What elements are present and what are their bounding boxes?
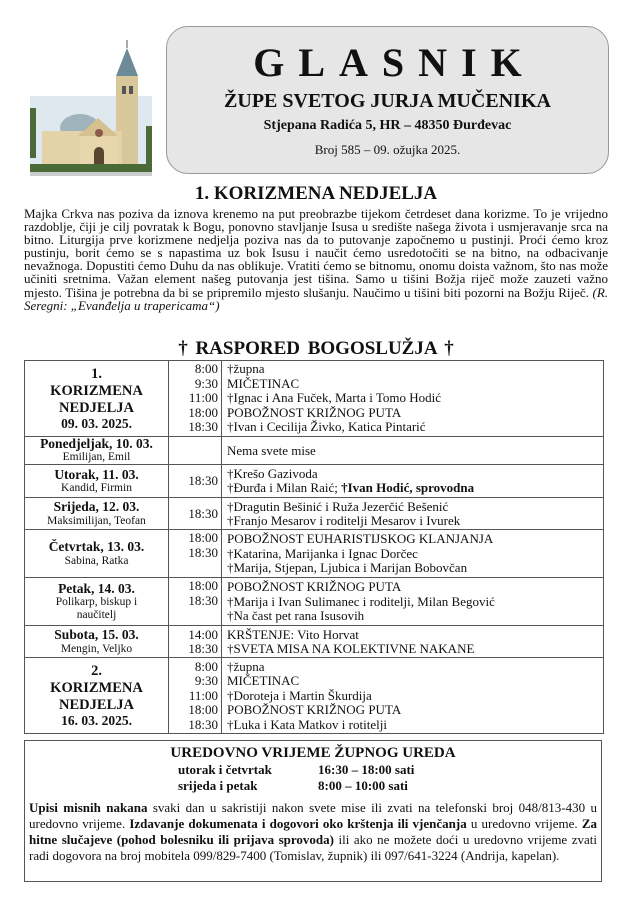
mass-intention <box>227 377 603 391</box>
mass-time <box>169 444 218 458</box>
mass-time: 18:00 <box>188 702 218 718</box>
day-saints: Sabina, Ratka <box>64 554 129 567</box>
office-hours-heading: UREDOVNO VRIJEME ŽUPNOG UREDA <box>170 745 456 761</box>
mass-intention <box>227 391 603 405</box>
intro-heading: 1. KORIZMENA NEDJELJA <box>194 183 438 204</box>
day-name: Srijeda, 12. 03. <box>53 499 140 515</box>
intention-text: †Ivan i Cecilija Živko, Katica Pintarić <box>227 419 426 435</box>
mass-time: 18:30 <box>188 544 218 560</box>
office-time: 16:30 – 18:00 sati <box>318 762 415 777</box>
schedule-row <box>25 578 604 626</box>
day-name: Ponedjeljak, 10. 03. <box>40 436 153 451</box>
office-hours-row <box>25 778 601 794</box>
intention-text: †Doroteja i Martin Škurdija <box>227 687 372 703</box>
mass-intention <box>227 532 603 546</box>
church-photo <box>30 36 152 176</box>
intention-cell <box>222 437 604 465</box>
masthead-title: GLASNIK <box>253 40 536 85</box>
day-saints: Kandid, Firmin <box>61 482 132 495</box>
time-cell <box>169 658 222 734</box>
intention-text: POBOŽNOST KRIŽNOG PUTA <box>227 702 402 718</box>
office-days: srijeda i petak <box>178 778 258 793</box>
mass-time: 18:00 <box>188 530 218 546</box>
intention-cell <box>222 578 604 626</box>
office-time: 8:00 – 10:00 sati <box>318 778 408 793</box>
mass-time: 14:00 <box>188 626 218 642</box>
mass-time: 9:30 <box>194 375 218 391</box>
day-saints: Mengin, Veljko <box>60 642 133 655</box>
intention-cell <box>222 626 604 658</box>
intention-bold: †Ivan Hodić, sprovodna <box>341 480 475 496</box>
mass-intention <box>227 514 603 528</box>
intention-cell <box>222 530 604 578</box>
intention-text: †Katarina, Marijanka i Ignac Dorčec <box>227 545 418 561</box>
mass-time: 8:00 <box>194 658 218 674</box>
day-name: 1. KORIZMENA NEDJELJA <box>50 365 143 416</box>
mass-time: 18:30 <box>188 640 218 656</box>
day-cell <box>25 530 169 578</box>
mass-time: 8:00 <box>194 361 218 377</box>
info-text: ili ako ne možete doći u uredovno vrijeme zvati radi dogovora na broj mobitela 099/829-7400 (Tomislav, župnik) ili 097/641-3224 (Andrija, kapelan). <box>29 832 597 863</box>
intention-cell <box>222 465 604 498</box>
mass-intention <box>227 481 603 495</box>
day-name: Utorak, 11. 03. <box>54 466 139 482</box>
intention-text: MIČETINAC <box>227 673 300 689</box>
mass-intention <box>227 628 603 642</box>
mass-intention <box>227 718 603 732</box>
day-name: 2. KORIZMENA NEDJELJA <box>50 663 143 714</box>
mass-intention <box>227 642 603 656</box>
intention-text: †Marija i Ivan Sulimanec i roditelji, Milan Begović <box>227 593 495 609</box>
mass-time: 18:30 <box>188 505 218 521</box>
day-date: 09. 03. 2025. <box>61 415 132 431</box>
mass-time: 18:30 <box>188 419 218 435</box>
mass-intention <box>227 703 603 717</box>
time-cell <box>169 498 222 530</box>
intention-text: †Marija, Stjepan, Ljubica i Marijan Bobovčan <box>227 560 468 576</box>
day-cell <box>25 437 169 465</box>
mass-time: 9:30 <box>194 673 218 689</box>
day-cell <box>25 626 169 658</box>
day-cell <box>25 578 169 626</box>
day-name: Subota, 15. 03. <box>54 627 139 643</box>
mass-intention <box>227 362 603 376</box>
mass-intention <box>227 660 603 674</box>
day-name: Petak, 14. 03. <box>58 580 135 596</box>
intention-cell <box>222 498 604 530</box>
intro-text: Majka Crkva nas poziva da iznova krenemo na put preobrazbe tijekom četrdeset dana korizme. To je vrijedno razdoblje, čiji je cilj povratak k Bogu, ponovno stavljanje Isusa u središte našega života i usmjeravanje srca na bitno. Liturgija prve korizmene nedjelja poziva nas da to putovanje započnemo u pustinji. Proći ćemo kroz pustinju, borit ćemo se s napastima uz bok Isusu i naučit ćemo usredotočiti se na bitno, na odbacivanje nevažnoga. Dopustiti ćemo Duhu da nas oblikuje. Vratiti ćemo se bitnomu, onomu doista važnom, što nas može učiniti sretnima. Važan element našeg putovanja jest tišina. Samo u tišini Božja riječ može zauzeti važno mjesto. Tišina je potrebna da bi se pripremilo mjesto slušanju. Naučimo u tišini biti pozorni na Božju Riječ. <box>24 206 608 300</box>
mass-intention <box>227 444 603 458</box>
mass-time: 18:30 <box>188 716 218 732</box>
schedule-row <box>25 498 604 530</box>
schedule-row <box>25 658 604 734</box>
day-cell <box>25 465 169 498</box>
time-cell <box>169 578 222 626</box>
mass-time <box>169 560 218 574</box>
day-cell <box>25 498 169 530</box>
day-cell <box>25 658 169 734</box>
intention-cell <box>222 361 604 437</box>
day-saints: Polikarp, biskup i naučitelj <box>55 596 138 622</box>
schedule-row <box>25 626 604 658</box>
schedule-row <box>25 530 604 578</box>
intention-cell <box>222 658 604 734</box>
mass-intention <box>227 674 603 688</box>
schedule-row <box>25 361 604 437</box>
day-cell <box>25 361 169 437</box>
mass-intention <box>227 609 603 623</box>
mass-intention <box>227 689 603 703</box>
intention-text: POBOŽNOST KRIŽNOG PUTA <box>227 404 402 420</box>
info-text: u uredovno vrijeme. <box>466 816 582 831</box>
mass-time: 18:30 <box>188 592 218 608</box>
office-hours-row <box>25 762 601 778</box>
intention-text: †župna <box>227 361 265 377</box>
parish-address: Stjepana Radića 5, HR – 48350 Đurđevac <box>263 118 512 133</box>
day-name: Četvrtak, 13. 03. <box>48 539 145 555</box>
intention-text: †Đurđa i Milan Raić; <box>227 480 342 496</box>
schedule-heading: † RASPORED BOGOSLUŽJA † <box>178 338 454 359</box>
info-bold: Za hitne slučajeve (pohod bolesniku ili prijava sprovoda) <box>29 816 597 847</box>
info-bold: Upisi misnih nakana <box>29 800 148 815</box>
info-text: svaki dan u sakristiji nakon svete mise ili zvati na telefonski broj 048/813-430 u uredovno vrijeme. <box>29 800 597 831</box>
intention-text: †SVETA MISA NA KOLEKTIVNE NAKANE <box>227 640 475 656</box>
masthead <box>166 26 609 174</box>
mass-time: 18:00 <box>188 578 218 594</box>
mass-intention <box>227 420 603 434</box>
mass-intention <box>227 467 603 481</box>
mass-intention <box>227 406 603 420</box>
day-saints: Emilijan, Emil <box>62 451 131 464</box>
time-cell <box>169 361 222 437</box>
intention-text: POBOŽNOST KRIŽNOG PUTA <box>227 579 402 595</box>
mass-time: 11:00 <box>188 687 218 703</box>
intention-text: †Dragutin Bešinić i Ruža Jezerčić Bešenić <box>227 498 449 514</box>
day-saints: Maksimilijan, Teofan <box>47 514 146 527</box>
intention-text: †Krešo Gazivoda <box>227 466 318 481</box>
mass-time: 18:00 <box>188 404 218 420</box>
mass-time: 11:00 <box>188 390 218 406</box>
parish-name: ŽUPE SVETOG JURJA MUČENIKA <box>224 90 551 112</box>
day-date: 16. 03. 2025. <box>61 713 132 729</box>
mass-intention <box>227 595 603 609</box>
mass-intention <box>227 500 603 514</box>
intention-text: †Franjo Mesarov i roditelji Mesarov i Ivurek <box>227 512 461 528</box>
intention-text: †Luka i Kata Matkov i rotitelji <box>227 716 387 732</box>
intro-paragraph <box>24 207 608 312</box>
schedule-row <box>25 437 604 465</box>
intention-text: †Na čast pet rana Isusovih <box>227 608 365 624</box>
time-cell <box>169 530 222 578</box>
office-hours-box <box>24 740 602 882</box>
time-cell <box>169 626 222 658</box>
mass-intention <box>227 580 603 594</box>
intro-citation: (R. Seregni: „Evanđelja u trapericama“) <box>24 284 609 313</box>
mass-time <box>169 608 218 622</box>
issue-number-date: Broj 585 – 09. ožujka 2025. <box>314 142 461 157</box>
mass-intention <box>227 547 603 561</box>
intention-text: †župna <box>227 658 265 674</box>
mass-intention <box>227 561 603 575</box>
office-days: utorak i četvrtak <box>178 762 272 777</box>
intention-text: †Ignac i Ana Fuček, Marta i Tomo Hodić <box>227 390 442 406</box>
intention-text: MIČETINAC <box>227 375 300 391</box>
time-cell <box>169 465 222 498</box>
mass-schedule-table <box>24 360 604 734</box>
info-bold: Izdavanje dokumenata i dogovori oko krštenja ili vjenčanja <box>129 816 467 831</box>
intention-text: Nema svete mise <box>227 442 316 458</box>
intention-text: KRŠTENJE: Vito Horvat <box>227 626 359 642</box>
schedule-row <box>25 465 604 498</box>
office-info-text <box>29 800 597 864</box>
time-cell <box>169 437 222 465</box>
mass-time: 18:30 <box>188 473 218 489</box>
intention-text: POBOŽNOST EUHARISTIJSKOG KLANJANJA <box>227 531 494 547</box>
